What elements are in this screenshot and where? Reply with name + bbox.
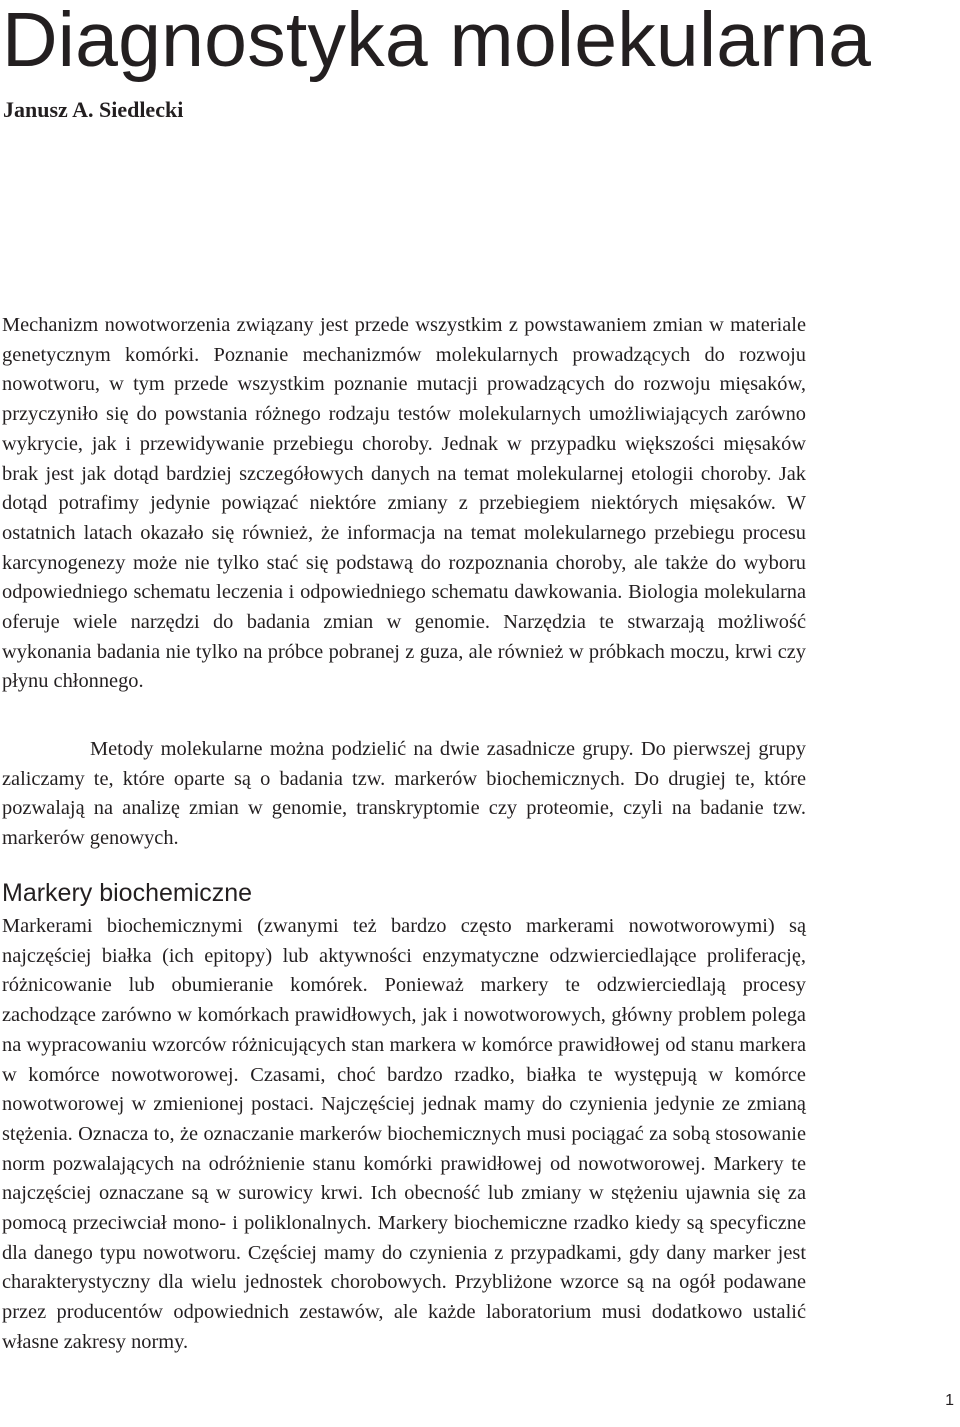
author-name: Janusz A. Siedlecki — [3, 97, 184, 122]
section-paragraph: Markerami biochemicznymi (zwanymi też bardzo często markerami nowotworowymi) są najczęściej białka (ich epitopy) lub aktywności enzymatyczne odzwierciedlające proliferację, różnicowanie lub obumieranie komórek. Ponieważ markery te odzwierciedlają procesy zachodzące zarówno w komórkach prawidłowych, jak i nowotworowych, główny problem polega na wypracowaniu wzorców różnicujących stan markera w komórce prawidłowej od stanu markera w komórce nowotworowej. Czasami, choć bardzo rzadko, białka te występują w komórce nowotworowej w zmienionej postaci. Najczęściej jednak mamy do czynienia jedynie ze zmianą stężenia. Oznacza to, że oznaczanie markerów biochemicznych musi pociągać za sobą stosowanie norm pozwalających na odróżnienie stanu komórki prawidłowej od nowotworowej. Markery te najczęściej oznaczane są w surowicy krwi. Ich obecność lub zmiany w stężeniu ujawnia się za pomocą przeciwciał mono- i poliklonalnych. Markery biochemiczne rzadko kiedy są specyficzne dla danego typu nowotworu. Częściej mamy do czynienia z przypadkami, gdy dany marker jest charakterystyczny dla wielu jednostek chorobowych. Przybliżone wzorce są na ogół podawane przez producentów odpowiednich zestawów, ale każde laboratorium musi dodatkowo ustalić własne zakresy normy. — [2, 915, 806, 1353]
section-heading: Markery biochemiczne — [2, 879, 253, 907]
document-title: Diagnostyka molekularna — [2, 0, 872, 83]
methods-paragraph: Metody molekularne można podzielić na dwie zasadnicze grupy. Do pierwszej grupy zaliczamy te, które oparte są o badania tzw. markerów biochemicznych. Do drugiej te, które pozwalają na analizę zmian w genomie, transkryptomie czy proteomie, czyli na badanie tzw. markerów genowych. — [2, 738, 806, 850]
page-number: 1 — [945, 1392, 954, 1409]
intro-paragraph: Mechanizm nowotworzenia związany jest przede wszystkim z powstawaniem zmian w materiale genetycznym komórki. Poznanie mechanizmów molekularnych prowadzących do rozwoju nowotworu, w tym przede wszystkim poznanie mutacji prowadzących do rozwoju mięsaków, przyczyniło się do powstania różnego rodzaju testów molekularnych umożliwiających zarówno wykrycie, jak i przewidywanie przebiegu choroby. Jednak w przypadku większości mięsaków brak jest jak dotąd bardziej szczegółowych danych na temat molekularnej etologii choroby. Jak dotąd potrafimy jedynie powiązać niektóre zmiany z przebiegiem niektórych mięsaków. W ostatnich latach okazało się również, że informacja na temat molekularnego przebiegu procesu karcynogenezy może nie tylko stać się podstawą do rozpoznania choroby, ale także do wyboru odpowiedniego schematu leczenia i odpowiedniego schematu dawkowania. Biologia molekularna oferuje wiele narzędzi do badania zmian w genomie. Narzędzia te stwarzają możliwość wykonania badania nie tylko na próbce pobranej z guza, ale również w próbkach moczu, krwi czy płynu chłonnego. — [2, 314, 806, 693]
